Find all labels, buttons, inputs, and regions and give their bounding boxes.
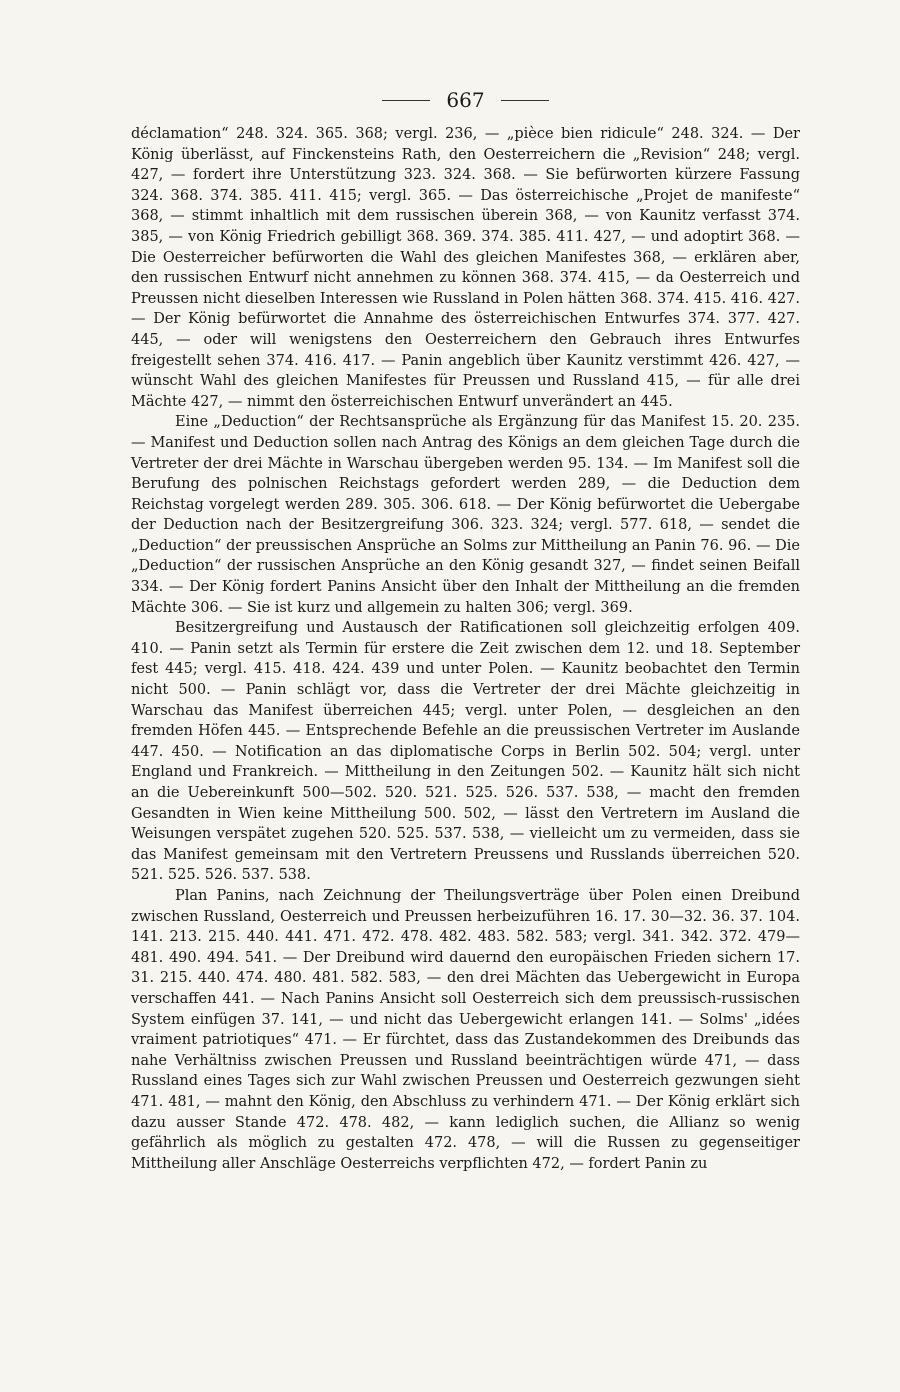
paragraph-1: déclamation“ 248. 324. 365. 368; vergl. 236, — „pièce bien ridicule“ 248. 324. — Der König überlässt, auf Finckensteins Rath, den Oesterreichern die „Revision“ 248; vergl. 427, — fordert ihre Unterstützung 323. 324. 368. — Sie befürworten kürzere Fassung 324. 368. 374. 385. 411. 415; vergl. 365. — Das österreichische „Projet de manifeste“ 368, — stimmt inhaltlich mit dem russischen überein 368, — von Kaunitz verfasst 374. 385, — von König Friedrich gebilligt 368. 369. 374. 385. 411. 427, — und adoptirt 368. — Die Oesterreicher befürworten die Wahl des gleichen Manifestes 368, — erklären aber, den russischen Entwurf nicht annehmen zu können 368. 374. 415, — da Oesterreich und Preussen nicht dieselben Interessen wie Russland in Polen hätten 368. 374. 415. 416. 427. — Der König befürwortet die Annahme des österreichischen Entwurfes 374. 377. 427. 445, — oder will wenigstens den Oesterreichern den Gebrauch ihres Entwurfes freigestellt sehen 374. 416. 417. — Panin angeblich über Kaunitz verstimmt 426. 427, — wünscht Wahl des gleichen Manifestes für Preussen und Russland 415, — für alle drei Mächte 427, — nimmt den österreichischen Entwurf unverändert an 445. bbox=[131, 126, 800, 410]
page-header bbox=[131, 88, 800, 112]
paragraph-4: Plan Panins, nach Zeichnung der Theilungsverträge über Polen einen Dreibund zwischen Russland, Oesterreich und Preussen herbeizuführen 16. 17. 30—32. 36. 37. 104. 141. 213. 215. 440. 441. 471. 472. 478. 482. 483. 582. 583; vergl. 341. 342. 372. 479—481. 490. 494. 541. — Der Dreibund wird dauernd den europäischen Frieden sichern 17. 31. 215. 440. 474. 480. 481. 582. 583, — den drei Mächten das Uebergewicht in Europa verschaffen 441. — Nach Panins Ansicht soll Oesterreich sich dem preussisch-russischen System einfügen 37. 141, — und nicht das Uebergewicht erlangen 141. — Solms' „idées vraiment patriotiques“ 471. — Er fürchtet, dass das Zustandekommen des Dreibunds das nahe Verhältniss zwischen Preussen und Russland beeinträchtigen würde 471, — dass Russland eines Tages sich zur Wahl zwischen Preussen und Oesterreich gezwungen sieht 471. 481, — mahnt den König, den Abschluss zu verhindern 471. — Der König erklärt sich dazu ausser Stande 472. 478. 482, — kann lediglich suchen, die Allianz so wenig gefährlich als möglich zu gestalten 472. 478, — will die Russen zu gegenseitiger Mittheilung aller Anschläge Oesterreichs verpflichten 472, — fordert Panin zu bbox=[131, 887, 800, 1172]
paragraph-2: Eine „Deduction“ der Rechtsansprüche als Ergänzung für das Manifest 15. 20. 235. — Manifest und Deduction sollen nach Antrag des Königs an dem gleichen Tage durch die Vertreter der drei Mächte in Warschau übergeben werden 95. 134. — Im Manifest soll die Berufung des polnischen Reichstags gefordert werden 289, — die Deduction dem Reichstag vorgelegt werden 289. 305. 306. 618. — Der König befürwortet die Uebergabe der Deduction nach der Besitzergreifung 306. 323. 324; vergl. 577. 618, — sendet die „Deduction“ der preussischen Ansprüche an Solms zur Mittheilung an Panin 76. 96. — Die „Deduction“ der russischen Ansprüche an den König gesandt 327, — findet seinen Beifall 334. — Der König fordert Panins Ansicht über den Inhalt der Mittheilung an die fremden Mächte 306. — Sie ist kurz und allgemein zu halten 306; vergl. 369. bbox=[131, 414, 800, 616]
page-number: 667 bbox=[446, 88, 485, 112]
header-rule-right bbox=[501, 100, 549, 101]
header-rule-left bbox=[382, 100, 430, 101]
index-text bbox=[131, 124, 800, 1174]
paragraph-3: Besitzergreifung und Austausch der Ratificationen soll gleichzeitig erfolgen 409. 410. — Panin setzt als Termin für erstere die Zeit zwischen dem 12. und 18. September fest 445; vergl. 415. 418. 424. 439 und unter Polen. — Kaunitz beobachtet den Termin nicht 500. — Panin schlägt vor, dass die Vertreter der drei Mächte gleichzeitig in Warschau das Manifest überreichen 445; vergl. unter Polen, — desgleichen an den fremden Höfen 445. — Entsprechende Befehle an die preussischen Vertreter im Auslande 447. 450. — Notification an das diplomatische Corps in Berlin 502. 504; vergl. unter England und Frankreich. — Mittheilung in den Zeitungen 502. — Kaunitz hält sich nicht an die Uebereinkunft 500—502. 520. 521. 525. 526. 537. 538, — macht den fremden Gesandten in Wien keine Mittheilung 500. 502, — lässt den Vertretern im Ausland die Weisungen verspätet zugehen 520. 525. 537. 538, — vielleicht um zu vermeiden, dass sie das Manifest gemeinsam mit den Vertretern Preussens und Russlands überreichen 520. 521. 525. 526. 537. 538. bbox=[131, 620, 800, 884]
